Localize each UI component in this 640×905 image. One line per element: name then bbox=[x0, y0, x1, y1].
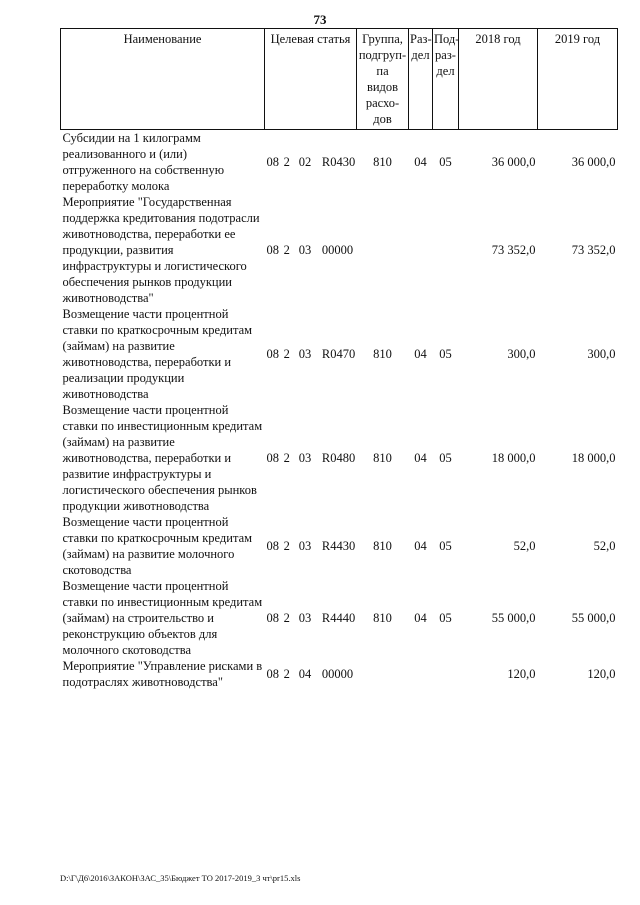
header-group-line: дов bbox=[373, 112, 392, 126]
row-subsection: 05 bbox=[439, 539, 452, 553]
row-subsection bbox=[433, 658, 459, 690]
table-row bbox=[61, 130, 618, 195]
row-amount-2019: 18 000,0 bbox=[571, 451, 616, 465]
row-subsection: 05 bbox=[439, 451, 452, 465]
row-section: 04 bbox=[414, 451, 427, 465]
row-group: 810 bbox=[373, 611, 392, 625]
row-section bbox=[409, 658, 433, 690]
header-group-line: па bbox=[376, 64, 389, 78]
code-part: 04 bbox=[298, 667, 312, 681]
header-section-line: дел bbox=[411, 48, 430, 62]
row-section: 04 bbox=[414, 539, 427, 553]
row-amount-2019: 73 352,0 bbox=[571, 243, 616, 257]
row-amount-2019: 300,0 bbox=[587, 347, 616, 361]
header-year-2018: 2018 год bbox=[459, 29, 538, 130]
row-name: Возмещение части процентной ставки по краткосрочным кредитам (займам) на развитие животноводства, переработки и реализации продукции животноводства bbox=[62, 307, 253, 401]
row-target-article bbox=[265, 514, 357, 578]
row-target-article bbox=[265, 402, 357, 514]
code-part: 2 bbox=[283, 155, 290, 169]
row-target-article bbox=[265, 658, 357, 690]
row-amount-2018: 55 000,0 bbox=[491, 611, 536, 625]
code-part: 03 bbox=[298, 243, 312, 257]
header-subsection-line: Под- bbox=[434, 32, 460, 46]
row-subsection bbox=[433, 194, 459, 306]
header-group-line: подгруп- bbox=[358, 48, 407, 62]
code-part: 00000 bbox=[321, 243, 354, 257]
code-part: R4430 bbox=[321, 539, 356, 553]
row-amount-2018: 36 000,0 bbox=[491, 155, 536, 169]
page-number: 73 bbox=[313, 12, 327, 27]
code-part: 08 bbox=[266, 155, 279, 169]
header-subsection bbox=[433, 29, 459, 130]
row-group bbox=[357, 194, 409, 306]
footer-file-path: D:\Г\Д6\2016\ЗАКОН\ЗАС_35\Бюджет ТО 2017-2019_3 чт\pr15.xls bbox=[60, 873, 301, 883]
row-target-article bbox=[265, 306, 357, 402]
code-part: 2 bbox=[283, 243, 290, 257]
row-name: Возмещение части процентной ставки по инвестиционным кредитам (займам) на строительство и реконструкцию объектов для молочного скотоводства bbox=[62, 579, 263, 657]
header-section bbox=[409, 29, 433, 130]
row-amount-2018: 52,0 bbox=[513, 539, 536, 553]
code-part: 00000 bbox=[321, 667, 354, 681]
code-part: 2 bbox=[283, 451, 290, 465]
code-part: 08 bbox=[266, 347, 279, 361]
code-part: R0470 bbox=[321, 347, 356, 361]
table-row bbox=[61, 514, 618, 578]
row-group bbox=[357, 658, 409, 690]
row-subsection: 05 bbox=[439, 347, 452, 361]
table-row bbox=[61, 578, 618, 658]
row-amount-2019: 36 000,0 bbox=[571, 155, 616, 169]
row-amount-2018: 18 000,0 bbox=[491, 451, 536, 465]
row-section: 04 bbox=[414, 347, 427, 361]
header-subsection-line: дел bbox=[436, 64, 455, 78]
row-target-article bbox=[265, 130, 357, 195]
header-group-line: видов bbox=[366, 80, 399, 94]
header-name: Наименование bbox=[61, 29, 265, 130]
table-row bbox=[61, 194, 618, 306]
table-row bbox=[61, 306, 618, 402]
row-amount-2019: 120,0 bbox=[587, 667, 616, 681]
code-part: 08 bbox=[266, 243, 279, 257]
row-section bbox=[409, 194, 433, 306]
code-part: 03 bbox=[298, 611, 312, 625]
row-group: 810 bbox=[373, 451, 392, 465]
code-part: 03 bbox=[298, 347, 312, 361]
row-target-article bbox=[265, 194, 357, 306]
code-part: 08 bbox=[266, 667, 279, 681]
code-part: 08 bbox=[266, 539, 279, 553]
row-amount-2019: 55 000,0 bbox=[571, 611, 616, 625]
row-subsection: 05 bbox=[439, 611, 452, 625]
code-part: 02 bbox=[298, 155, 312, 169]
header-section-line: Раз- bbox=[410, 32, 432, 46]
code-part: 08 bbox=[266, 611, 279, 625]
row-group: 810 bbox=[373, 539, 392, 553]
row-amount-2018: 73 352,0 bbox=[491, 243, 536, 257]
row-name: Мероприятие "Государственная поддержка кредитования подотрасли животноводства, переработки ее продукции, развития инфраструктуры и логистического обеспечения рынков продукции животноводства" bbox=[62, 195, 260, 305]
code-part: 03 bbox=[298, 539, 312, 553]
header-group-line: расхо- bbox=[365, 96, 400, 110]
table-row bbox=[61, 402, 618, 514]
header-group-line: Группа, bbox=[362, 32, 403, 46]
row-group: 810 bbox=[373, 155, 392, 169]
row-section: 04 bbox=[414, 611, 427, 625]
code-part: 2 bbox=[283, 611, 290, 625]
row-amount-2019: 52,0 bbox=[593, 539, 616, 553]
header-subsection-line: раз- bbox=[435, 48, 456, 62]
table-header-row bbox=[61, 29, 618, 130]
header-target-article: Целевая статья bbox=[265, 29, 357, 130]
row-name: Возмещение части процентной ставки по инвестиционным кредитам (займам) на развитие животноводства, переработки и развитие инфраструктуры и логистического обеспечения рынков продукции животноводства bbox=[62, 403, 263, 513]
header-group bbox=[357, 29, 409, 130]
code-part: 08 bbox=[266, 451, 279, 465]
row-amount-2018: 120,0 bbox=[507, 667, 536, 681]
code-part: 2 bbox=[283, 539, 290, 553]
header-year-2019: 2019 год bbox=[538, 29, 618, 130]
code-part: R0430 bbox=[321, 155, 356, 169]
code-part: R4440 bbox=[321, 611, 356, 625]
code-part: 2 bbox=[283, 667, 290, 681]
row-subsection: 05 bbox=[439, 155, 452, 169]
row-group: 810 bbox=[373, 347, 392, 361]
row-name: Субсидии на 1 килограмм реализованного и (или) отгруженного на собственную переработку молока bbox=[62, 131, 225, 193]
row-target-article bbox=[265, 578, 357, 658]
row-name: Мероприятие "Управление рисками в подотраслях животноводства" bbox=[62, 659, 263, 689]
code-part: R0480 bbox=[321, 451, 356, 465]
code-part: 03 bbox=[298, 451, 312, 465]
table-row bbox=[61, 658, 618, 690]
row-amount-2018: 300,0 bbox=[507, 347, 536, 361]
code-part: 2 bbox=[283, 347, 290, 361]
row-section: 04 bbox=[414, 155, 427, 169]
budget-table bbox=[60, 28, 618, 690]
row-name: Возмещение части процентной ставки по краткосрочным кредитам (займам) на развитие молочного скотоводства bbox=[62, 515, 253, 577]
